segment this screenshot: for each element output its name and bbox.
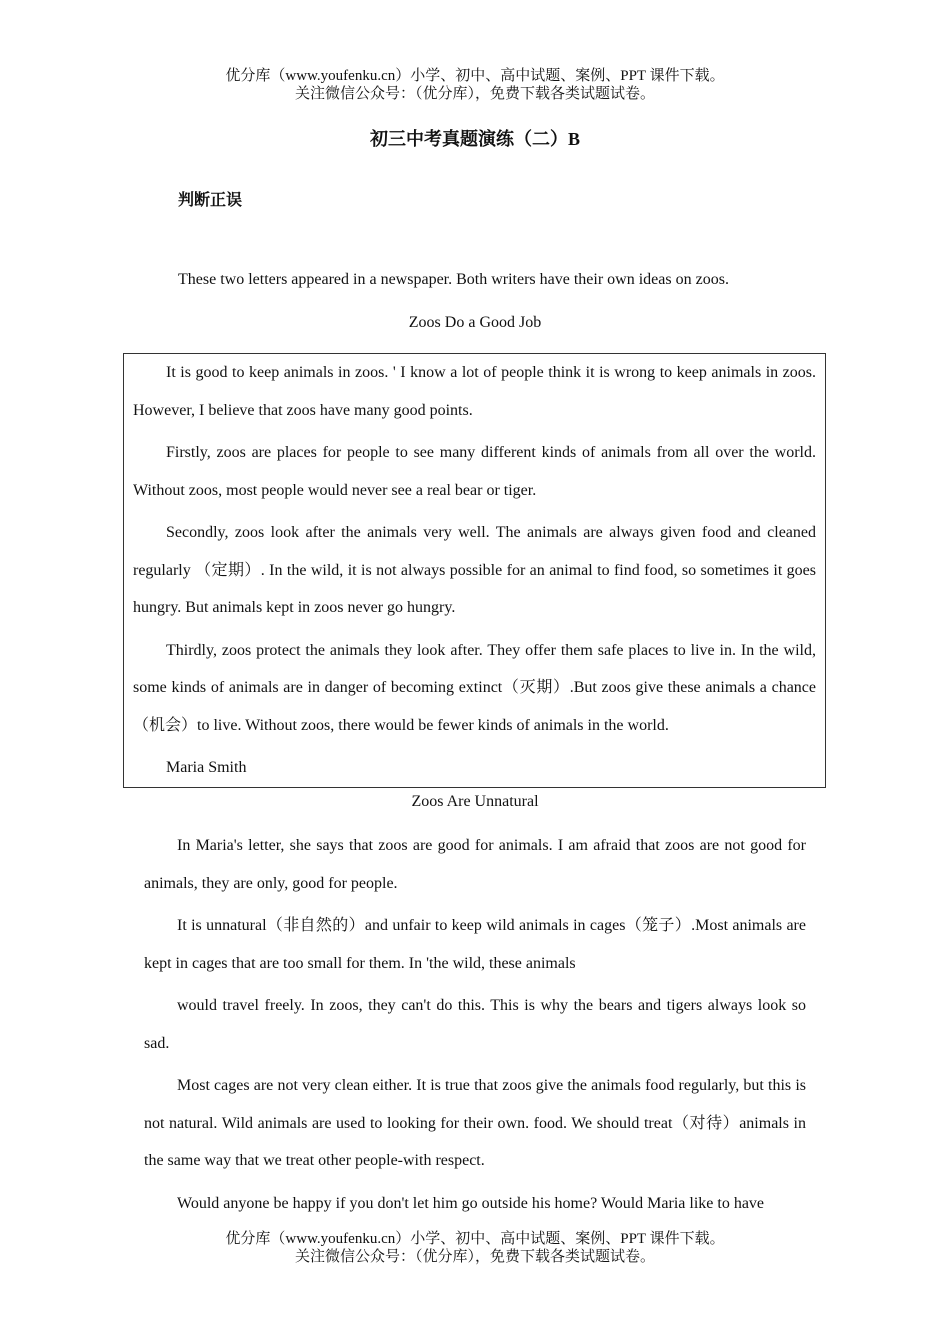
intro-text: These two letters appeared in a newspaper. Both writers have their own ideas on zoos. (178, 271, 729, 288)
page-title: 初三中考真题演练（二）B (369, 129, 580, 149)
letter2-paragraph: would travel freely. In zoos, they can't do this. This is why the bears and tigers always look so sad. (144, 997, 806, 1052)
letter2-paragraph: In Maria's letter, she says that zoos are good for animals. I am afraid that zoos are not good for animals, they are only, good for people. (144, 837, 806, 892)
letter1-paragraph: Firstly, zoos are places for people to see many different kinds of animals from all over the world. Without zoos, most people would never see a real bear or tiger. (133, 444, 816, 499)
header-line-2: 关注微信公众号：（优分库），免费下载各类试题试卷。 (294, 86, 655, 102)
footer-line-2: 关注微信公众号：（优分库），免费下载各类试题试卷。 (294, 1249, 655, 1265)
letter2-paragraph: It is unnatural（非自然的）and unfair to keep wild animals in cages（笼子）.Most animals are kept in cages that are too small for them. In 'the wild, these animals (144, 917, 806, 972)
letter2-paragraph: Most cages are not very clean either. It is true that zoos give the animals food regularly, but this is not natural. Wild animals are used to looking for their own. food. We should treat（对待）animals in the same way that we treat other people-with respect. (144, 1077, 806, 1169)
letter1-paragraph: Thirdly, zoos protect the animals they look after. They offer them safe places to live in. In the wild, some kinds of animals are in danger of becoming extinct（灭期）.But zoos give these animals a chance （机会）to live. Without zoos, there would be fewer kinds of animals in the world. (133, 641, 816, 734)
letter1-paragraph: Secondly, zoos look after the animals very well. The animals are always given food and cleaned regularly （定期）. In the wild, it is not always possible for an animal to find food, so sometimes it goes hungry. But animals kept in zoos never go hungry. (133, 524, 816, 616)
page-footer (0, 1230, 950, 1266)
page-header (0, 67, 950, 103)
letter2-paragraph: Would anyone be happy if you don't let him go outside his home? Would Maria like to have (177, 1194, 765, 1212)
letter2-body (144, 827, 806, 1227)
letter1-signature: Maria Smith (166, 759, 247, 776)
section-heading: 判断正误 (178, 190, 243, 209)
header-line-1: 优分库（www.youfenku.cn）小学、初中、高中试题、案例、PPT 课件下载。 (225, 68, 725, 84)
letter1-paragraph: It is good to keep animals in zoos. ' I know a lot of people think it is wrong to keep animals in zoos. However, I believe that zoos have many good points. (133, 364, 816, 419)
footer-line-1: 优分库（www.youfenku.cn）小学、初中、高中试题、案例、PPT 课件下载。 (225, 1231, 725, 1247)
letter1-box (123, 353, 826, 788)
letter2-title: Zoos Are Unnatural (411, 793, 539, 810)
letter1-title: Zoos Do a Good Job (408, 314, 542, 331)
